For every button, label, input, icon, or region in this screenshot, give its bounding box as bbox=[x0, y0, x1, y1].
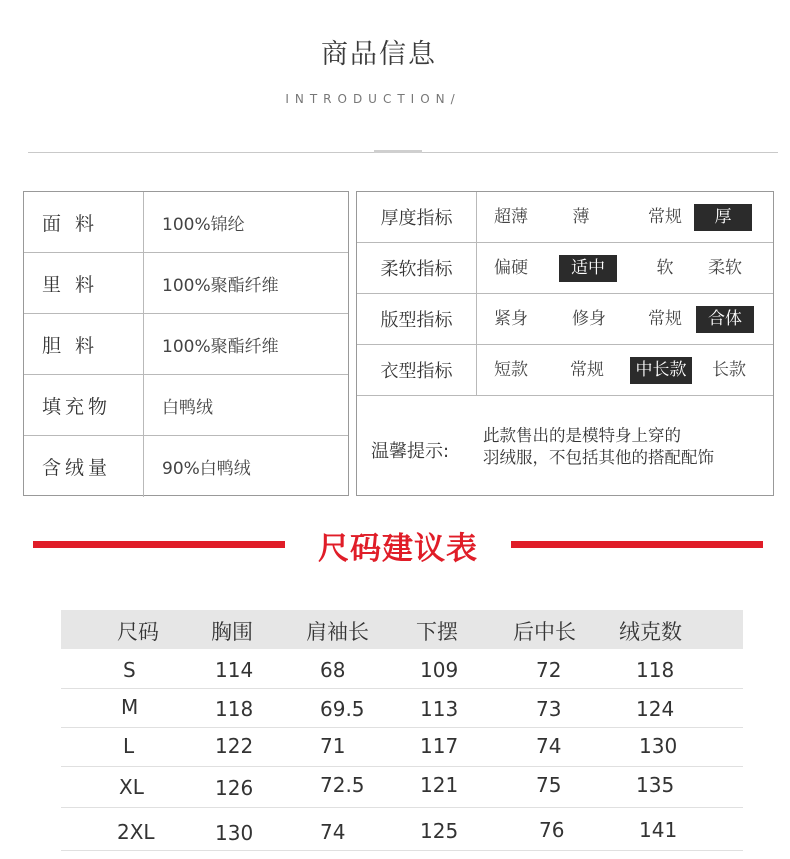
material-value: 90%白鸭绒 bbox=[162, 459, 251, 479]
indicator-row-length bbox=[357, 345, 773, 396]
indicator-table bbox=[356, 191, 774, 496]
tip-text bbox=[483, 425, 714, 469]
indicator-label: 衣型指标 bbox=[357, 345, 477, 395]
indicator-option: 常规 bbox=[648, 207, 682, 227]
size-cell: 114 bbox=[215, 658, 254, 682]
material-row-shell bbox=[24, 192, 348, 253]
material-row-filling bbox=[24, 375, 348, 436]
size-cell: 69.5 bbox=[320, 697, 365, 721]
size-cell: 124 bbox=[636, 697, 675, 721]
size-cell: 113 bbox=[420, 697, 459, 721]
size-row bbox=[61, 689, 743, 728]
size-cell: 76 bbox=[539, 818, 565, 842]
indicator-label: 厚度指标 bbox=[357, 192, 477, 242]
size-cell: 121 bbox=[420, 773, 459, 797]
size-cell: 130 bbox=[215, 821, 254, 845]
size-cell: 72.5 bbox=[320, 773, 365, 797]
page-title: 商品信息 bbox=[321, 39, 437, 70]
size-cell: M bbox=[121, 695, 139, 719]
size-cell: 75 bbox=[536, 773, 562, 797]
size-cell: 130 bbox=[639, 734, 678, 758]
indicator-option-selected: 合体 bbox=[696, 306, 754, 333]
size-header-cell: 后中长 bbox=[513, 620, 576, 644]
size-header-cell: 下摆 bbox=[416, 620, 458, 644]
size-cell: 118 bbox=[636, 658, 675, 682]
size-cell: 109 bbox=[420, 658, 459, 682]
size-cell: 68 bbox=[320, 658, 346, 682]
material-value: 100%聚酯纤维 bbox=[162, 275, 279, 296]
indicator-option: 偏硬 bbox=[494, 258, 528, 278]
indicator-option: 超薄 bbox=[494, 207, 528, 227]
size-chart-title: 尺码建议表 bbox=[318, 531, 478, 567]
size-cell: XL bbox=[119, 775, 144, 799]
size-cell: 126 bbox=[215, 776, 254, 800]
size-cell: L bbox=[123, 734, 135, 758]
size-row bbox=[61, 808, 743, 851]
indicator-option-selected: 厚 bbox=[694, 204, 752, 231]
size-cell: 122 bbox=[215, 734, 254, 758]
indicator-option: 修身 bbox=[572, 309, 606, 329]
indicator-label: 柔软指标 bbox=[357, 243, 477, 293]
size-row bbox=[61, 728, 743, 767]
material-label: 里 料 bbox=[24, 253, 144, 313]
size-cell: 73 bbox=[536, 697, 562, 721]
indicator-option: 柔软 bbox=[708, 258, 742, 278]
tip-label: 温馨提示: bbox=[371, 441, 450, 462]
indicator-label: 版型指标 bbox=[357, 294, 477, 344]
heading-bar-left bbox=[33, 541, 285, 548]
material-row-lining bbox=[24, 253, 348, 314]
material-value: 白鸭绒 bbox=[162, 397, 213, 418]
indicator-option: 软 bbox=[656, 258, 674, 278]
size-cell: 118 bbox=[215, 697, 254, 721]
size-cell: 74 bbox=[536, 734, 562, 758]
indicator-row-softness bbox=[357, 243, 773, 294]
size-cell: 71 bbox=[320, 734, 346, 758]
size-cell: 74 bbox=[320, 820, 346, 844]
material-table bbox=[23, 191, 349, 496]
size-cell: 125 bbox=[420, 819, 459, 843]
indicator-option-selected: 中长款 bbox=[630, 357, 692, 384]
size-cell: S bbox=[123, 658, 136, 682]
indicator-option-selected: 适中 bbox=[559, 255, 617, 282]
tip-line: 此款售出的是模特身上穿的 bbox=[483, 426, 681, 445]
indicator-option: 常规 bbox=[570, 360, 604, 380]
indicator-option: 长款 bbox=[712, 360, 746, 380]
indicator-option: 紧身 bbox=[494, 309, 528, 329]
material-row-liner bbox=[24, 314, 348, 375]
size-header-cell: 尺码 bbox=[117, 620, 159, 644]
size-header-cell: 肩袖长 bbox=[306, 620, 369, 644]
indicator-option: 薄 bbox=[572, 207, 590, 227]
size-header-cell: 绒克数 bbox=[619, 620, 682, 644]
size-row bbox=[61, 767, 743, 808]
size-cell: 135 bbox=[636, 773, 675, 797]
size-cell: 72 bbox=[536, 658, 562, 682]
size-header-cell: 胸围 bbox=[211, 620, 253, 644]
size-row bbox=[61, 650, 743, 689]
heading-bar-right bbox=[511, 541, 763, 548]
header-divider-accent bbox=[374, 150, 422, 153]
indicator-row-fit bbox=[357, 294, 773, 345]
size-cell: 2XL bbox=[117, 820, 155, 844]
material-value: 100%锦纶 bbox=[162, 214, 245, 235]
material-value: 100%聚酯纤维 bbox=[162, 336, 279, 357]
size-table-header bbox=[61, 610, 743, 649]
material-label: 胆 料 bbox=[24, 314, 144, 374]
material-label: 含绒量 bbox=[24, 436, 144, 497]
indicator-option: 短款 bbox=[494, 360, 528, 380]
material-row-down-content bbox=[24, 436, 348, 497]
tip-line: 羽绒服，不包括其他的搭配配饰 bbox=[483, 448, 714, 467]
size-cell: 141 bbox=[639, 818, 678, 842]
size-cell: 117 bbox=[420, 734, 459, 758]
indicator-option: 常规 bbox=[648, 309, 682, 329]
material-label: 填充物 bbox=[24, 375, 144, 435]
page-subtitle: INTRODUCTION/ bbox=[285, 92, 461, 106]
indicator-row-thickness bbox=[357, 192, 773, 243]
material-label: 面 料 bbox=[24, 192, 144, 252]
